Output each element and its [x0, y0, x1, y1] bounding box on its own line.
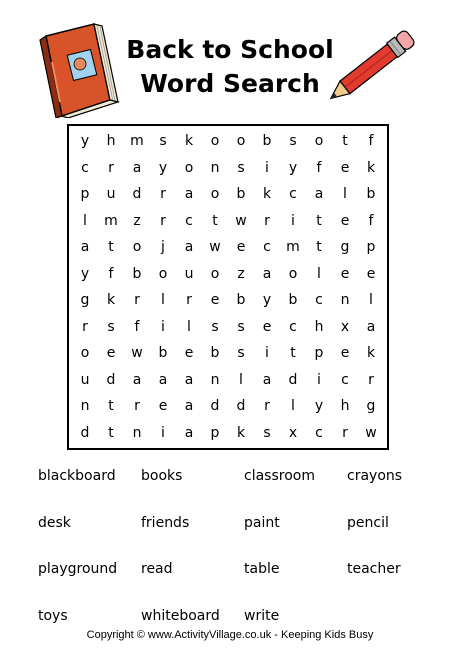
word-list-item: pencil — [347, 514, 389, 531]
grid-letter: r — [134, 398, 140, 415]
grid-letter: a — [262, 265, 272, 282]
book-illustration — [36, 22, 122, 118]
grid-letter: a — [314, 186, 324, 203]
grid-letter: e — [184, 345, 194, 362]
worksheet-title-line-1: Back to School — [126, 35, 334, 64]
grid-letter: s — [237, 318, 245, 335]
grid-letter: d — [236, 398, 246, 415]
grid-letter: l — [369, 292, 373, 309]
word-list-item: whiteboard — [141, 607, 220, 624]
grid-letter: c — [289, 186, 297, 203]
word-list-item: table — [244, 561, 280, 577]
grid-letter: r — [160, 212, 166, 229]
grid-letter: w — [131, 345, 143, 362]
grid-letter: b — [288, 292, 298, 309]
grid-letter: w — [235, 212, 247, 229]
grid-letter: i — [265, 345, 269, 362]
grid-letter: n — [340, 292, 350, 309]
grid-letter: o — [80, 345, 90, 362]
grid-letter: j — [161, 239, 165, 256]
grid-letter: f — [134, 318, 140, 335]
grid-letter: y — [80, 133, 90, 150]
grid-letter: o — [210, 265, 220, 282]
word-list-item: friends — [141, 514, 190, 531]
grid-letter: e — [340, 265, 350, 282]
grid-letter: l — [239, 371, 243, 388]
grid-letter: b — [210, 345, 220, 362]
grid-letter: d — [210, 398, 220, 415]
grid-letter: a — [158, 371, 168, 388]
grid-letter: w — [365, 424, 377, 441]
grid-letter: d — [288, 371, 298, 388]
grid-letter: o — [184, 159, 194, 176]
grid-letter: c — [315, 424, 323, 441]
grid-letter: y — [262, 292, 272, 309]
grid-letter: p — [314, 345, 324, 362]
grid-letter: g — [366, 398, 376, 415]
grid-letter: e — [366, 265, 376, 282]
grid-letter: w — [209, 239, 221, 256]
grid-letter: o — [314, 133, 324, 150]
grid-letter: s — [159, 133, 167, 150]
grid-letter: n — [132, 424, 142, 441]
grid-letter: s — [289, 133, 297, 150]
grid-letter: a — [184, 424, 194, 441]
grid-letter: a — [262, 371, 272, 388]
grid-letter: p — [80, 186, 90, 203]
grid-letter: a — [184, 371, 194, 388]
grid-letter: o — [210, 133, 220, 150]
word-list-item: paint — [244, 514, 280, 531]
grid-letter: a — [80, 239, 90, 256]
grid-letter: u — [80, 371, 90, 388]
grid-letter: o — [158, 265, 168, 282]
grid-letter: t — [290, 345, 296, 362]
grid-letter: n — [210, 159, 220, 176]
word-list-item: desk — [38, 514, 71, 531]
word-list-item: blackboard — [38, 468, 116, 484]
grid-letter: a — [366, 318, 376, 335]
grid-letter: u — [106, 186, 116, 203]
grid-letter: z — [133, 212, 141, 229]
grid-letter: t — [342, 133, 348, 150]
grid-letter: e — [210, 292, 220, 309]
grid-letter: r — [108, 159, 114, 176]
grid-letter: s — [211, 318, 219, 335]
grid-letter: h — [340, 398, 350, 415]
grid-letter: a — [132, 159, 142, 176]
grid-letter: h — [106, 133, 116, 150]
word-list-item: write — [244, 607, 280, 624]
grid-letter: p — [210, 424, 220, 441]
grid-letter: f — [368, 212, 374, 229]
word-list — [38, 466, 438, 652]
grid-letter: p — [366, 239, 376, 256]
grid-letter: k — [366, 345, 376, 362]
grid-letter: c — [341, 371, 349, 388]
grid-letter: l — [83, 212, 87, 229]
grid-letter: i — [317, 371, 321, 388]
grid-letter: a — [184, 186, 194, 203]
grid-letter: d — [132, 186, 142, 203]
grid-letter: t — [108, 239, 114, 256]
grid-letter: r — [264, 212, 270, 229]
grid-letter: y — [314, 398, 324, 415]
word-list-item: teacher — [347, 561, 401, 577]
word-list-item: playground — [38, 561, 118, 577]
grid-letter: s — [263, 424, 271, 441]
grid-letter: i — [161, 318, 165, 335]
grid-letter: b — [132, 265, 142, 282]
grid-letter: r — [134, 292, 140, 309]
grid-letter: s — [237, 159, 245, 176]
grid-letter: h — [314, 318, 324, 335]
word-list-item: read — [141, 561, 173, 577]
word-search-grid — [67, 124, 389, 450]
grid-letter: i — [291, 212, 295, 229]
grid-letter: t — [316, 239, 322, 256]
word-list-item: classroom — [244, 468, 315, 484]
grid-letter: b — [158, 345, 168, 362]
grid-letter: k — [106, 292, 116, 309]
grid-letter: a — [184, 239, 194, 256]
grid-letter: k — [262, 186, 272, 203]
worksheet-title-line-2: Word Search — [140, 69, 320, 98]
grid-letter: s — [107, 318, 115, 335]
grid-letter: o — [288, 265, 298, 282]
grid-letter: x — [340, 318, 350, 335]
grid-letter: e — [262, 318, 272, 335]
grid-letter: r — [264, 398, 270, 415]
grid-letter: b — [236, 292, 246, 309]
grid-letter: r — [82, 318, 88, 335]
grid-letter: r — [186, 292, 192, 309]
grid-letter: m — [286, 239, 300, 256]
grid-letter: g — [340, 239, 350, 256]
grid-letter: e — [158, 398, 168, 415]
grid-letter: r — [342, 424, 348, 441]
grid-letter: u — [184, 265, 194, 282]
grid-letter: m — [130, 133, 144, 150]
grid-letter: i — [265, 159, 269, 176]
grid-letter: b — [262, 133, 272, 150]
grid-letter: c — [185, 212, 193, 229]
grid-letter: o — [236, 133, 246, 150]
grid-letter: r — [160, 186, 166, 203]
grid-letter: l — [317, 265, 321, 282]
grid-letter: f — [368, 133, 374, 150]
grid-letter: x — [288, 424, 298, 441]
grid-letter: t — [108, 398, 114, 415]
grid-letter: e — [340, 212, 350, 229]
grid-letter: f — [108, 265, 114, 282]
word-list-item: toys — [38, 607, 68, 624]
grid-letter: k — [184, 133, 194, 150]
grid-letter: s — [237, 345, 245, 362]
grid-letter: n — [210, 371, 220, 388]
word-list-item: books — [141, 468, 183, 484]
grid-letter: c — [315, 292, 323, 309]
word-list-item: crayons — [347, 468, 403, 484]
grid-letter: l — [291, 398, 295, 415]
grid-letter: i — [161, 424, 165, 441]
grid-letter: k — [236, 424, 246, 441]
grid-letter: c — [81, 159, 89, 176]
grid-letter: g — [80, 292, 90, 309]
copyright-notice: Copyright © www.ActivityVillage.co.uk - Keeping Kids Busy — [86, 629, 374, 641]
grid-letter: e — [340, 345, 350, 362]
grid-letter: e — [106, 345, 116, 362]
grid-letter: n — [80, 398, 90, 415]
grid-letter: c — [263, 239, 271, 256]
grid-letter: t — [108, 424, 114, 441]
grid-letter: e — [236, 239, 246, 256]
grid-letter: z — [237, 265, 245, 282]
grid-letter: b — [236, 186, 246, 203]
grid-letter: y — [288, 159, 298, 176]
grid-letter: y — [158, 159, 168, 176]
grid-letter: t — [316, 212, 322, 229]
grid-letter: d — [106, 371, 116, 388]
grid-letter: c — [289, 318, 297, 335]
grid-letter: l — [187, 318, 191, 335]
grid-letter: y — [80, 265, 90, 282]
grid-letter: k — [366, 159, 376, 176]
grid-letter: o — [132, 239, 142, 256]
pencil-illustration — [318, 26, 424, 108]
grid-letter: m — [104, 212, 118, 229]
grid-letter: a — [132, 371, 142, 388]
grid-letter: l — [343, 186, 347, 203]
grid-letter: l — [161, 292, 165, 309]
grid-letter: f — [316, 159, 322, 176]
grid-letter: b — [366, 186, 376, 203]
grid-letter: o — [210, 186, 220, 203]
grid-letter: r — [368, 371, 374, 388]
grid-letter: d — [80, 424, 90, 441]
grid-letter: e — [340, 159, 350, 176]
grid-letter: t — [212, 212, 218, 229]
grid-letter: a — [184, 398, 194, 415]
